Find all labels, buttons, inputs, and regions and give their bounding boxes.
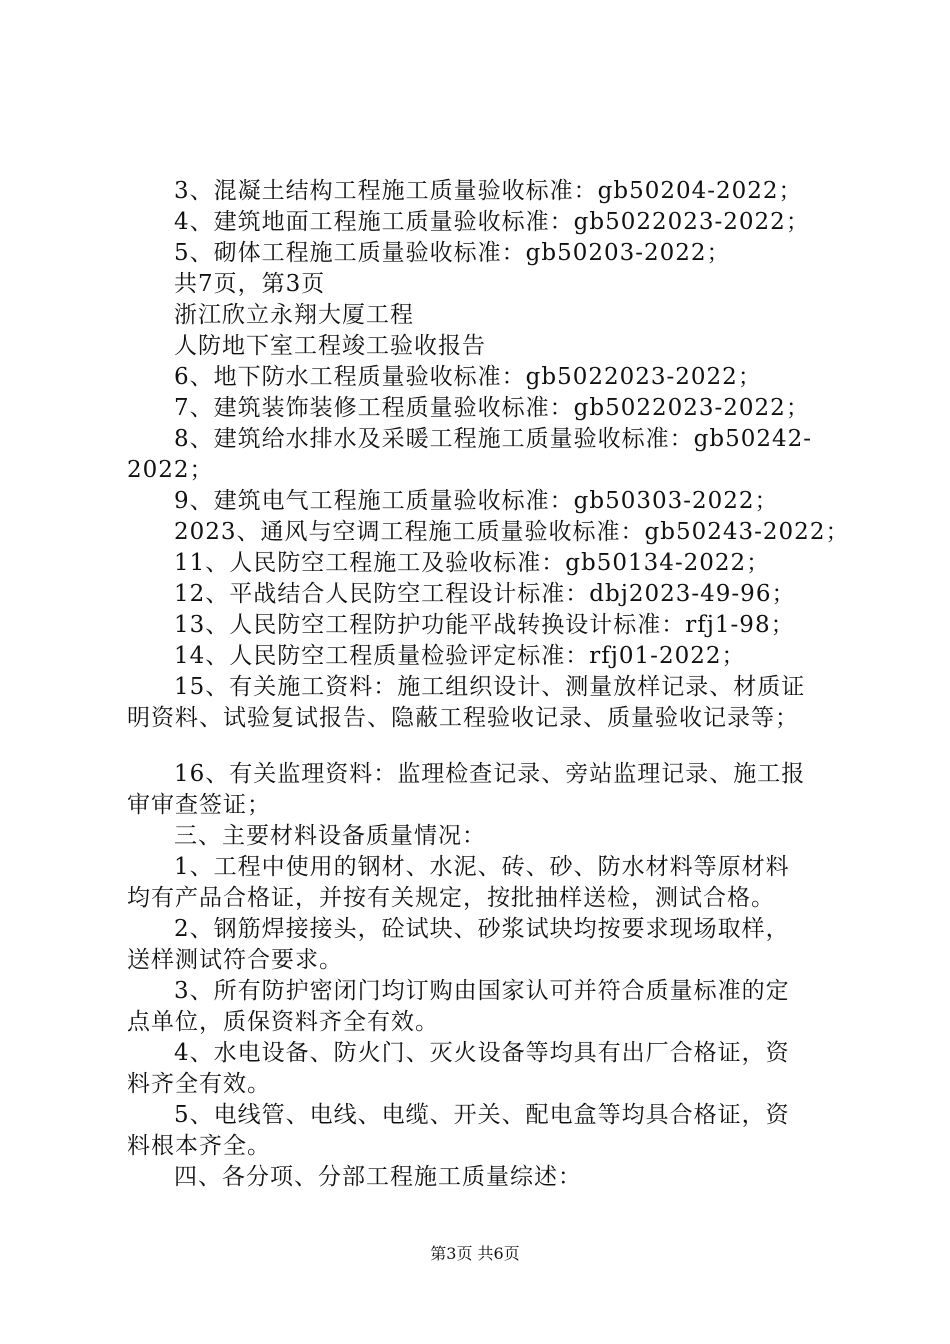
text-line: 15、有关施工资料：施工组织设计、测量放样记录、材质证 bbox=[174, 674, 806, 700]
text-line: 料根本齐全。 bbox=[127, 1133, 271, 1159]
text-line: 1、工程中使用的钢材、水泥、砖、砂、防水材料等原材料 bbox=[174, 854, 790, 880]
text-line: 明资料、试验复试报告、隐蔽工程验收记录、质量验收记录等； bbox=[127, 705, 799, 731]
text-line: 2、钢筋焊接接头，砼试块、砂浆试块均按要求现场取样， bbox=[174, 916, 790, 942]
text-line: 12、平战结合人民防空工程设计标准：dbj2023-49-96； bbox=[174, 581, 796, 607]
text-line: 11、人民防空工程施工及验收标准：gb50134-2022； bbox=[174, 550, 771, 576]
text-line: 料齐全有效。 bbox=[127, 1071, 271, 1097]
text-line: 8、建筑给水排水及采暖工程施工质量验收标准：gb50242- bbox=[174, 426, 813, 452]
text-line: 均有产品合格证，并按有关规定，按批抽样送检，测试合格。 bbox=[127, 885, 775, 911]
text-line: 2023、通风与空调工程施工质量验收标准：gb50243-2022； bbox=[174, 519, 850, 545]
text-line: 审审查签证； bbox=[127, 792, 271, 818]
text-line: 6、地下防水工程质量验收标准：gb5022023-2022； bbox=[174, 364, 762, 390]
text-line: 16、有关监理资料：监理检查记录、旁站监理记录、施工报 bbox=[174, 761, 806, 787]
text-line: 2022； bbox=[127, 457, 214, 483]
text-line: 5、电线管、电线、电缆、开关、配电盒等均具合格证，资 bbox=[174, 1102, 790, 1128]
project-title: 浙江欣立永翔大厦工程 bbox=[174, 302, 414, 328]
text-line: 3、混凝土结构工程施工质量验收标准：gb50204-2022； bbox=[174, 178, 803, 204]
text-line: 9、建筑电气工程施工质量验收标准：gb50303-2022； bbox=[174, 488, 779, 514]
page-footer: 第3页 共6页 bbox=[430, 1244, 520, 1263]
paragraph-gap bbox=[127, 734, 833, 759]
document-body bbox=[127, 176, 850, 1193]
text-line: 送样测试符合要求。 bbox=[127, 947, 343, 973]
text-line: 5、砌体工程施工质量验收标准：gb50203-2022； bbox=[174, 240, 731, 266]
page-count-line: 共7页，第3页 bbox=[174, 271, 326, 297]
section-heading: 四、各分项、分部工程施工质量综述： bbox=[174, 1164, 582, 1190]
text-line: 14、人民防空工程质量检验评定标准：rfj01-2022； bbox=[174, 643, 746, 669]
text-line: 3、所有防护密闭门均订购由国家认可并符合质量标准的定 bbox=[174, 978, 790, 1004]
text-line: 4、建筑地面工程施工质量验收标准：gb5022023-2022； bbox=[174, 209, 810, 235]
text-line: 7、建筑装饰装修工程质量验收标准：gb5022023-2022； bbox=[174, 395, 810, 421]
text-line: 4、水电设备、防火门、灭火设备等均具有出厂合格证，资 bbox=[174, 1040, 790, 1066]
text-line: 13、人民防空工程防护功能平战转换设计标准：rfj1-98； bbox=[174, 612, 795, 638]
text-line: 点单位，质保资料齐全有效。 bbox=[127, 1009, 439, 1035]
section-heading: 三、主要材料设备质量情况： bbox=[174, 823, 486, 849]
report-title: 人防地下室工程竣工验收报告 bbox=[174, 333, 486, 359]
